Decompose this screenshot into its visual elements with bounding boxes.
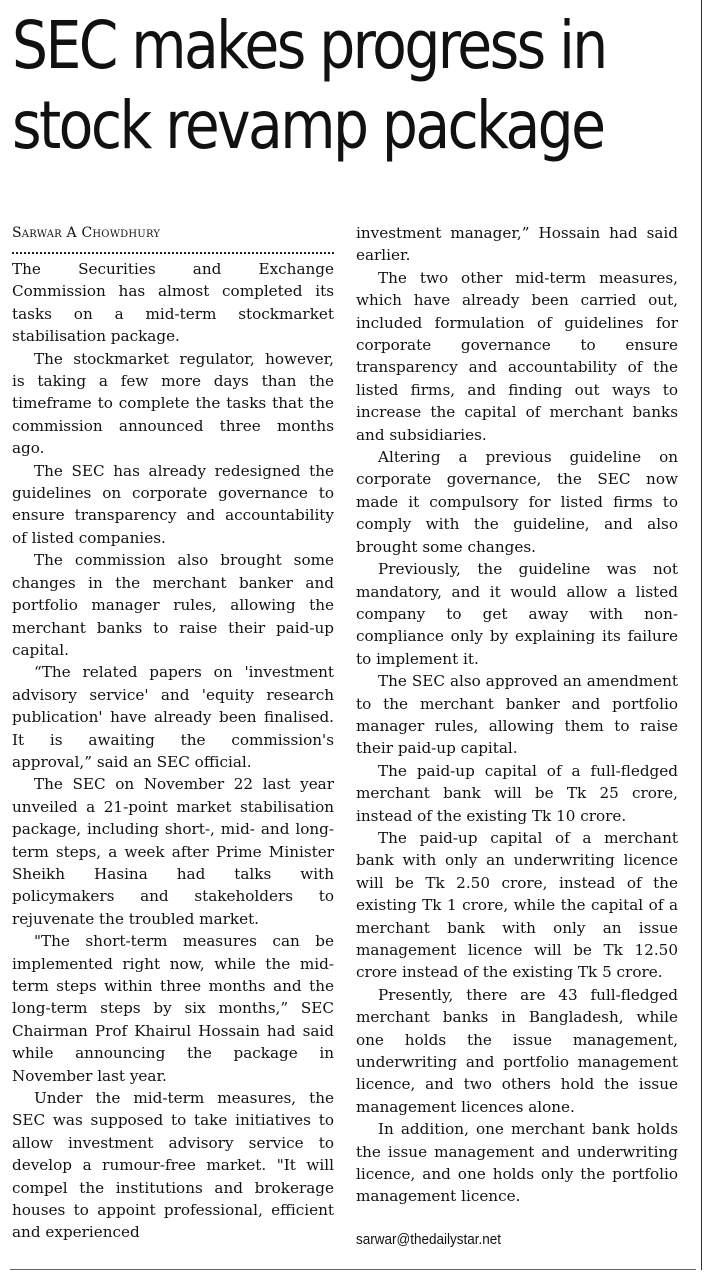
dotted-divider: [12, 252, 334, 254]
paragraph: The SEC on November 22 last year unveiled a 21-point market stabilisation package, including short-, mid- and long-term steps, a week after Prime Minister Sheikh Hasina had talks with policymakers and stakeholders to rejuvenate the troubled market.: [12, 775, 334, 928]
paragraph: Previously, the guideline was not mandatory, and it would allow a listed company to get away with non-compliance only by explaining its failure to implement it.: [356, 560, 678, 668]
paragraph: The SEC has already redesigned the guidelines on corporate governance to ensure transparency and accountability of listed companies.: [12, 461, 334, 547]
paragraph: The paid-up capital of a full-fledged merchant bank will be Tk 25 crore, instead of the existing Tk 10 crore.: [356, 761, 678, 825]
paragraph: The SEC also approved an amendment to the merchant banker and portfolio manager rules, allowing them to raise their paid-up capital.: [356, 672, 678, 758]
headline-line-2: stock revamp package: [12, 87, 604, 164]
paragraph-continuation: investment manager,” Hossain had said earlier.: [356, 224, 678, 265]
right-column: [356, 222, 678, 1208]
byline: Sarwar A Chowdhury: [12, 225, 161, 241]
paragraph: The two other mid-term measures, which have already been carried out, included formulation of guidelines for corporate governance to ensure transparency and accountability of the listed firms, and finding out ways to increase the capital of merchant banks and subsidiaries.: [356, 268, 678, 444]
paragraph: The commission also brought some changes in the merchant banker and portfolio manager rules, allowing the merchant banks to raise their paid-up capital.: [12, 551, 334, 659]
paragraph: “The related papers on 'investment advisory service' and 'equity research publication' have already been finalised. It is awaiting the commission's approval,” said an SEC official.: [12, 663, 334, 771]
paragraph: Presently, there are 43 full-fledged merchant banks in Bangladesh, while one holds the issue management, underwriting and portfolio management licence, and two others hold the issue management licences alone.: [356, 985, 678, 1116]
paragraph: The stockmarket regulator, however, is taking a few more days than the timeframe to complete the tasks that the commission announced three months ago.: [12, 349, 334, 458]
paragraph: Under the mid-term measures, the SEC was supposed to take initiatives to allow investment advisory service to develop a rumour-free market. "It will compel the institutions and brokerage houses to appoint professional, efficient and experienced: [12, 1089, 334, 1242]
paragraph: In addition, one merchant bank holds the issue management and underwriting licence, and one holds only the portfolio management licence.: [356, 1120, 678, 1206]
paragraph: "The short-term measures can be implemented right now, while the mid-term steps within three months and the long-term steps by six months,” SEC Chairman Prof Khairul Hossain had said while announcing the package in November last year.: [12, 932, 334, 1085]
author-email: sarwar@thedailystar.net: [356, 1231, 502, 1248]
paragraph: The Securities and Exchange Commission has almost completed its tasks on a mid-term stockmarket stabilisation package.: [12, 260, 334, 346]
headline: [12, 6, 606, 166]
bottom-rule: [10, 1269, 696, 1270]
paragraph: The paid-up capital of a merchant bank with only an underwriting licence will be Tk 2.50 crore, instead of the existing Tk 1 crore, while the capital of a merchant bank with only an issue management licence will be Tk 12.50 crore instead of the existing Tk 5 crore.: [356, 828, 678, 982]
paragraph: Altering a previous guideline on corporate governance, the SEC now made it compulsory for listed firms to comply with the guideline, and also brought some changes.: [356, 448, 678, 556]
headline-line-1: SEC makes progress in: [12, 7, 606, 84]
left-column: [12, 222, 334, 1244]
column-rule: [701, 0, 702, 1270]
